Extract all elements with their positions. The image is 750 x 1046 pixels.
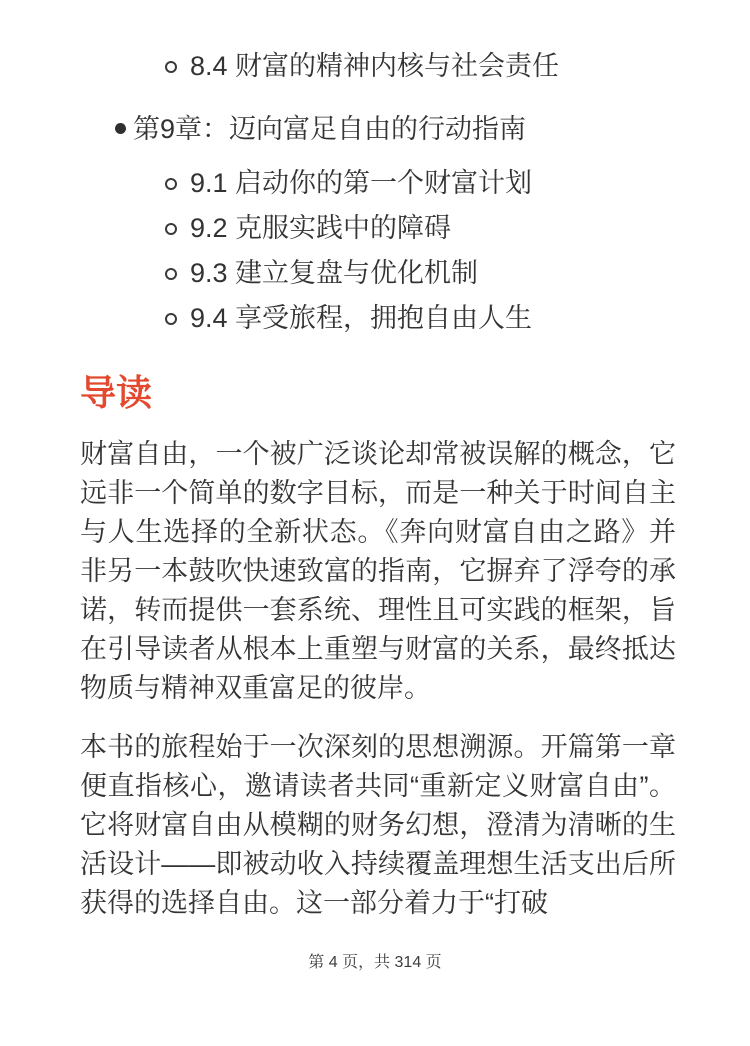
bullet-circle-icon <box>165 178 177 190</box>
section-heading-daodu: 导读 <box>80 372 153 413</box>
toc-item-9-1 <box>0 163 750 203</box>
toc-item-label: 9.4 享受旅程，拥抱自由人生 <box>190 303 533 333</box>
toc-item-label: 9.3 建立复盘与优化机制 <box>190 258 479 288</box>
bullet-disc-icon <box>115 123 126 134</box>
paragraph-1: 财富自由，一个被广泛谈论却常被误解的概念，它远非一个简单的数字目标，而是一种关于时间自主与人生选择的全新状态。《奔向财富自由之路》并非另一本鼓吹快速致富的指南，它摒弃了浮夸的承诺，转而提供一套系统、理性且可实践的框架，旨在引导读者从根本上重塑与财富的关系，最终抵达物质与精神双重富足的彼岸。 <box>80 439 676 703</box>
bullet-circle-icon <box>165 268 177 280</box>
toc-item-label: 8.4 财富的精神内核与社会责任 <box>190 51 560 81</box>
toc-item-9-4 <box>0 298 750 338</box>
document-page <box>0 46 750 1046</box>
toc-item-9-3 <box>0 253 750 293</box>
toc-chapter-label: 第9章：迈向富足自由的行动指南 <box>133 114 527 144</box>
bullet-circle-icon <box>165 313 177 325</box>
paragraph-2: 本书的旅程始于一次深刻的思想溯源。开篇第一章便直指核心，邀请读者共同“重新定义财富自由”。它将财富自由从模糊的财务幻想，澄清为清晰的生活设计——即被动收入持续覆盖理想生活支出后所获得的选择自由。这一部分着力于“打破 <box>80 732 676 918</box>
toc-sublist-chapter-9 <box>0 163 750 338</box>
bullet-circle-icon <box>165 223 177 235</box>
toc-item-8-4 <box>0 46 750 86</box>
toc-item-9-2 <box>0 208 750 248</box>
toc-item-chapter-9 <box>0 109 750 149</box>
bullet-circle-icon <box>165 61 177 73</box>
toc-item-label: 9.2 克服实践中的障碍 <box>190 213 452 243</box>
toc-item-label: 9.1 启动你的第一个财富计划 <box>190 168 533 198</box>
page-number-indicator: 第 4 页，共 314 页 <box>308 954 442 971</box>
